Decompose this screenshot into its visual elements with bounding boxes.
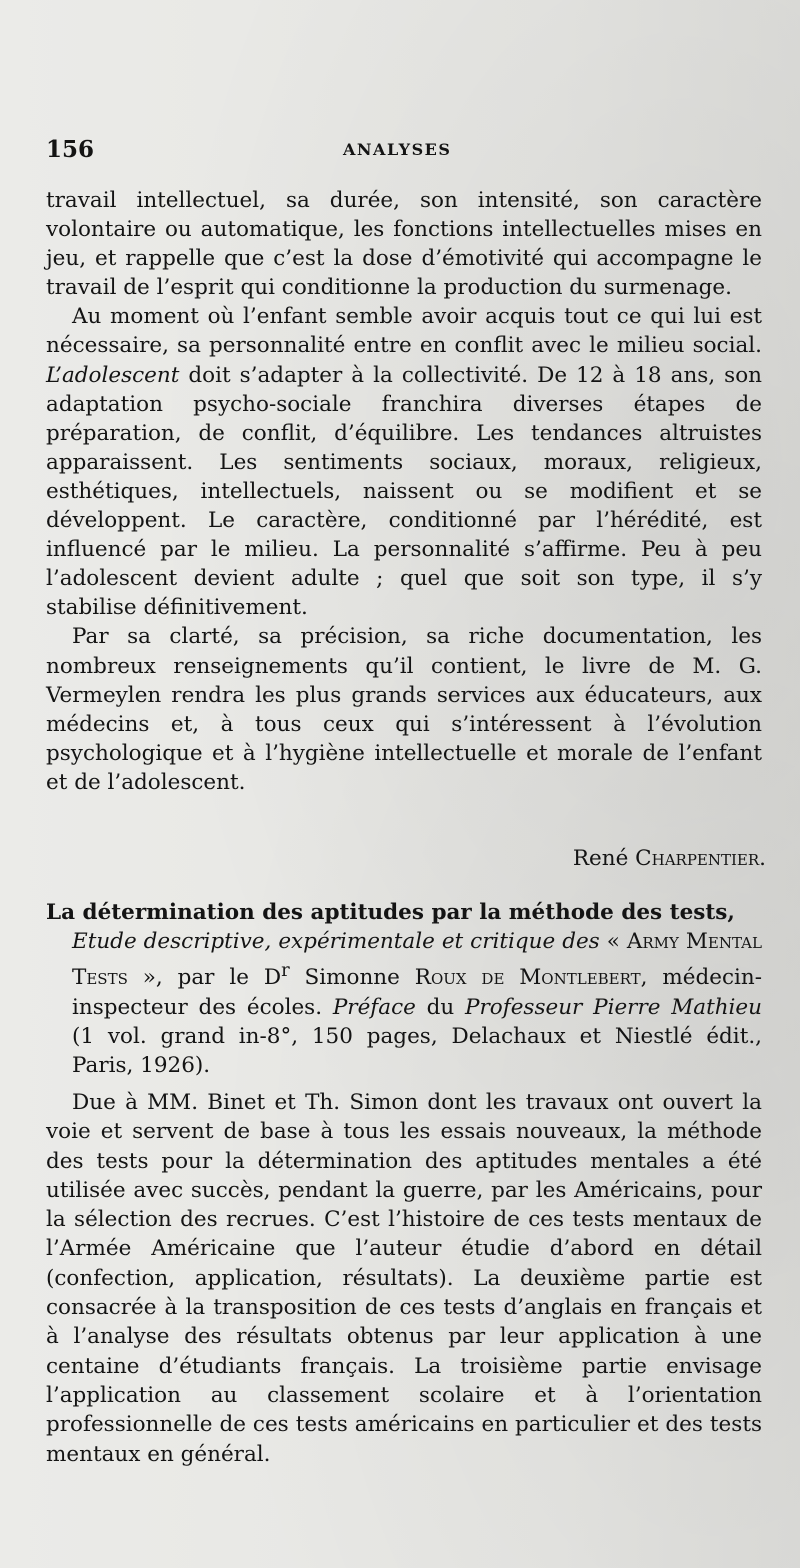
author-role: , médecin-inspecteur des écoles. xyxy=(72,965,762,1020)
adolescent-emphasis: L’adolescent xyxy=(46,362,180,388)
paragraph-continuation: travail intellectuel, sa durée, son intensité, son caractère volontaire ou automatique, les fonctions intellectuelles mises en jeu, et rappelle que c’est la dose d’émotivité qui accompagne le travail de l’esprit qui conditionne la production du surmenage. xyxy=(46,188,762,301)
publication-info: (1 vol. grand in-8°, 150 pages, Delachaux et Niestlé édit., Paris, 1926). xyxy=(72,1023,762,1079)
preface-du: du xyxy=(415,994,466,1020)
doctor-superscript: r xyxy=(281,960,290,982)
signature-last-name: Charpentier. xyxy=(635,846,766,871)
preface-label: Préface xyxy=(332,994,416,1020)
book-subtitle: Etude descriptive, expérimentale et critique des xyxy=(72,929,600,955)
second-review-text xyxy=(46,1088,762,1469)
paragraph-adolescence-rest: doit s’adapter à la collectivité. De 12 à 18 ans, son adaptation psycho-sociale franchira diverses étapes de préparation, de conflit, d’équilibre. Les tendances altruistes apparaissent. Les sentiments sociaux, moraux, religieux, esthétiques, intellectuels, naissent ou se modifient et se développent. Le caractère, conditionné par l’hérédité, est influencé par le milieu. La personnalité s’affirme. Peu à peu l’adolescent devient adulte ; quel que soit son type, il s’y stabilise définitivement. xyxy=(46,362,762,621)
signature-first-name: René xyxy=(572,846,636,871)
book-title: La détermination des aptitudes par la méthode des tests, xyxy=(46,900,735,925)
author-first-name: Simonne xyxy=(289,965,415,991)
second-review-reference xyxy=(46,898,762,1080)
paragraph-adolescence-start: Au moment où l’enfant semble avoir acquis tout ce qui lui est nécessaire, sa personnalité entre en conflit avec le milieu social. xyxy=(46,304,762,359)
preface-author: Professeur Pierre Mathieu xyxy=(465,994,763,1020)
paragraph-conclusion: Par sa clarté, sa précision, sa riche documentation, les nombreux renseignements qu’il contient, le livre de M. G. Vermeylen rendra les plus grands services aux éducateurs, aux médecins et, à tous ceux qui s’intéressent à l’évolution psychologique et à l’hygiène intellectuelle et morale de l’enfant et de l’adolescent. xyxy=(46,624,762,795)
by-author: , par le D xyxy=(155,965,282,991)
army-mental-tests: « Army Mental Tests » xyxy=(72,929,762,991)
running-head: ANALYSES xyxy=(343,140,452,159)
bibliographic-details xyxy=(46,927,762,1080)
second-review-title-block xyxy=(46,898,762,927)
page-number: 156 xyxy=(46,136,95,163)
first-review-text xyxy=(46,186,762,797)
paragraph-adolescence xyxy=(46,302,762,622)
author-last-name: Roux de Montlebert xyxy=(414,965,641,991)
review-signature xyxy=(46,844,766,873)
second-review-paragraph: Due à MM. Binet et Th. Simon dont les travaux ont ouvert la voie et servent de base à tous les essais nouveaux, la méthode des tests pour la détermination des aptitudes mentales a été utilisée avec succès, pendant la guerre, par les Américains, pour la sélection des recrues. C’est l’histoire de ces tests mentaux de l’Armée Américaine que l’auteur étudie d’abord en détail (confection, application, résultats). La deuxième partie est consacrée à la transposition de ces tests d’anglais en français et à l’analyse des résultats obtenus par leur application à une centaine d’étudiants français. La troisième partie envisage l’application au classement scolaire et à l’orientation professionnelle de ces tests américains en particulier et des tests mentaux en général. xyxy=(46,1090,762,1467)
page-header xyxy=(46,136,762,166)
